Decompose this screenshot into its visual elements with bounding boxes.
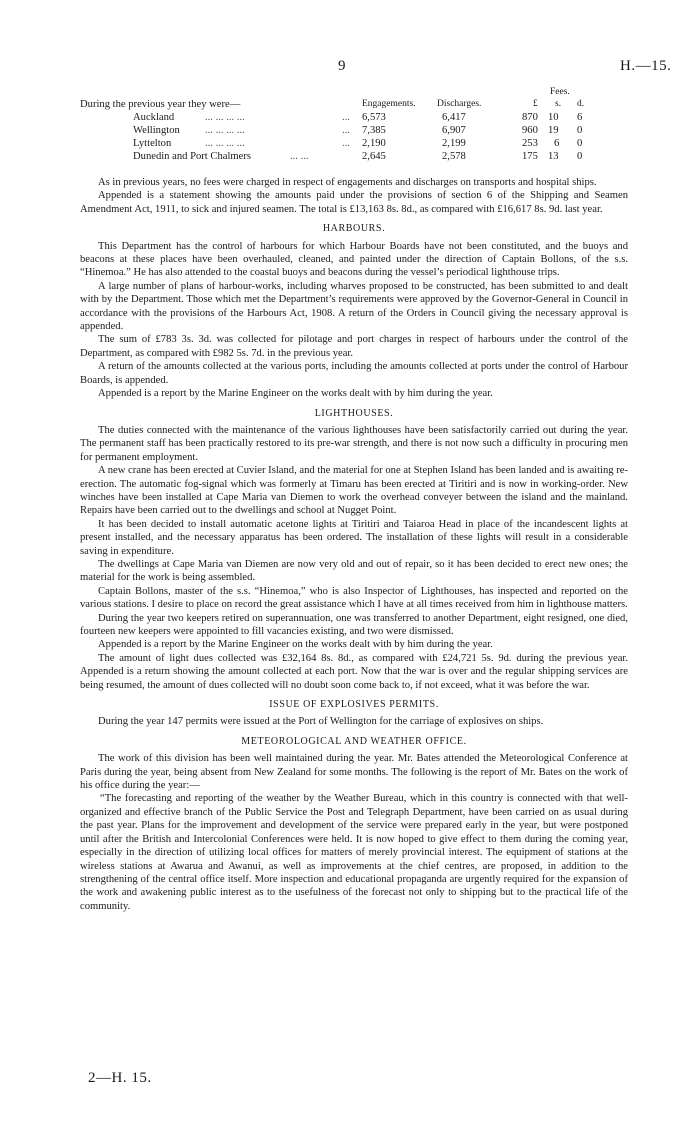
- row-leader-end: ...: [342, 125, 350, 136]
- page-signature: 2—H. 15.: [88, 1070, 152, 1086]
- row-place: Wellington: [133, 125, 180, 136]
- row-leader-dots: ... ... ... ...: [205, 138, 245, 149]
- page-number: 9: [338, 58, 346, 74]
- column-engagements: Engagements.: [362, 99, 416, 109]
- section-heading-lighthouses: LIGHTHOUSES.: [314, 407, 394, 419]
- row-fee-pounds: 175: [522, 151, 538, 162]
- table-intro: During the previous year they were—: [80, 99, 241, 110]
- paragraph-quoted-report: “The forecasting and reporting of the weather by the Weather Bureau, which in this country is connected with that well-organized and effective branch of the Public Service the Post and Telegraph Department, have been carried on as usual during the past year. Plans for the improvement and development of the service were prepared early in the year, but were postponed until after the British and Intercolonial Conferences were held. It is now hoped to give effect to them during the coming year, especially in the direction of utilizing local offices for matters of merely provincial interest. The equipment of stations at the wireless stations at Awarua and Awanui, as well as improvements at the chief centres, are proposed, in addition to the strengthening of the central office itself. More inspection and educational propaganda are urgently required for the expansion of the work and awakening public interest as to the usefulness of the forecast not only to shipping but to the practical life of the community.: [80, 793, 628, 912]
- paragraph: Captain Bollons, master of the s.s. “Hinemoa,” who is also Inspector of Lighthouses, has inspected and reported on the various stations. I desire to place on record the great assistance which I have at all times received from him in lighthouse matters.: [80, 585, 628, 611]
- paragraph: This Department has the control of harbours for which Harbour Boards have not been constituted, and the buoys and beacons at these places have been overhauled, cleaned, and painted under the direction of Captain Bollons, of the s.s. “Hinemoa.” He has also attended to the coastal buoys and beacons during the vessel’s periodical lighthouse trips.: [80, 240, 628, 279]
- paragraph: A large number of plans of harbour-works, including wharves proposed to be constructed, has been submitted to and dealt with by the Department. Those which met the Department’s requirements were approved by the Governor-General in Council in accordance with the provisions of the Harbours Act, 1908. A return of the Orders in Council giving the necessary approval is appended.: [80, 280, 628, 333]
- paragraph: A return of the amounts collected at the various ports, including the amounts collected at ports under the control of Harbour Boards, is appended.: [80, 361, 628, 386]
- row-engagements: 2,190: [362, 138, 386, 149]
- row-discharges: 2,199: [442, 138, 466, 149]
- row-leader-end: ...: [342, 138, 350, 149]
- row-engagements: 2,645: [362, 151, 386, 162]
- fees-unit-pounds: £: [533, 99, 538, 109]
- row-fee-shillings: 19: [548, 125, 559, 136]
- row-fee-shillings: 6: [554, 138, 560, 149]
- row-discharges: 6,907: [442, 125, 466, 136]
- paragraph: As in previous years, no fees were charged in respect of engagements and discharges on transports and hospital ships.: [98, 177, 597, 188]
- row-leader-end: ...: [342, 112, 350, 123]
- row-discharges: 6,417: [442, 112, 466, 123]
- fees-unit-pence: d.: [577, 99, 585, 109]
- column-discharges: Discharges.: [437, 99, 482, 109]
- row-fee-pounds: 960: [522, 125, 538, 136]
- row-discharges: 2,578: [442, 151, 466, 162]
- row-fee-pounds: 253: [522, 138, 538, 149]
- row-engagements: 7,385: [362, 125, 386, 136]
- row-place: Dunedin and Port Chalmers: [133, 151, 251, 162]
- fees-unit-shillings: s.: [555, 99, 562, 109]
- row-fee-pounds: 870: [522, 112, 538, 123]
- row-fee-shillings: 10: [548, 112, 559, 123]
- section-heading-explosives: ISSUE OF EXPLOSIVES PERMITS.: [269, 699, 439, 711]
- paragraph: The duties connected with the maintenance of the various lighthouses have been satisfactorily carried out during the year. The permanent staff has been practically restored to its pre-war strength, and there is not now such a difficulty in procuring men for permanent employment.: [80, 424, 628, 463]
- paragraph: The work of this division has been well maintained during the year. Mr. Bates attended the Meteorological Conference at Paris during the year, being absent from New Zealand for some months. The following is the report of Mr. Bates on the work of his office during the year:—: [80, 753, 628, 792]
- paragraph: Appended is a report by the Marine Engineer on the works dealt with by him during the year.: [98, 639, 493, 651]
- paragraph: The sum of £783 3s. 3d. was collected for pilotage and port charges in respect of harbours under the control of the Department, as compared with £982 5s. 7d. in the previous year.: [80, 334, 628, 359]
- paragraph: During the year two keepers retired on superannuation, one was transferred to another Department, eight resigned, one died, fourteen new keepers were appointed to fill vacancies existing, and two were dismissed.: [80, 612, 628, 637]
- document-body: [80, 86, 628, 913]
- row-fee-shillings: 13: [548, 151, 559, 162]
- paragraph: The amount of light dues collected was £32,164 8s. 8d., as compared with £24,721 5s. 9d. during the previous year. Appended is a return showing the amount collected at each port. Now that the war is over and the regular shipping services are being resumed, the amount of dues collected will no doubt soon come back to, if not exceed, what it was before the war.: [80, 652, 628, 691]
- paragraph: Appended is a report by the Marine Engineer on the works dealt with by him during the year.: [98, 388, 493, 400]
- document-reference: H.—15.: [620, 58, 672, 74]
- section-heading-meteorological: METEOROLOGICAL AND WEATHER OFFICE.: [241, 735, 467, 747]
- paragraph: It has been decided to install automatic acetone lights at Tiritiri and Taiaroa Head in place of the incandescent lights at present installed, and the necessary apparatus has been ordered. The installation of these lights will result in a considerable saving in expenditure.: [80, 518, 628, 557]
- paragraph: During the year 147 permits were issued at the Port of Wellington for the carriage of explosives on ships.: [98, 716, 544, 728]
- row-engagements: 6,573: [362, 112, 386, 123]
- row-fee-pence: 6: [577, 112, 583, 123]
- engagements-table: [80, 86, 628, 176]
- paragraph: A new crane has been erected at Cuvier Island, and the material for one at Stephen Island has been landed and is awaiting re-erection. The automatic fog-signal which was formerly at Timaru has been erected at Tiritiri and is now in working-order. New winches have been installed at Cape Maria van Diemen to work the overhead conveyer between the island and the mainland. Repairs have been carried out to the dwellings and school at Nugget Point.: [80, 465, 628, 517]
- paragraph: Appended is a statement showing the amounts paid under the provisions of section 6 of the Shipping and Seamen Amendment Act, 1911, to sick and injured seamen. The total is £13,163 8s. 8d., as compared with £16,617 8s. 9d. last year.: [80, 190, 628, 215]
- column-fees: Fees.: [550, 87, 570, 97]
- row-leader-dots: ... ... ... ...: [205, 125, 245, 136]
- section-heading-harbours: HARBOURS.: [322, 223, 386, 235]
- row-fee-pence: 0: [577, 125, 583, 136]
- row-leader-dots: ... ...: [290, 151, 309, 162]
- row-place: Auckland: [133, 112, 175, 123]
- row-place: Lyttelton: [133, 138, 172, 149]
- paragraph: The dwellings at Cape Maria van Diemen are now very old and out of repair, so it has been decided to erect new ones; the material for the work is being assembled.: [80, 558, 628, 584]
- row-fee-pence: 0: [577, 138, 583, 149]
- row-fee-pence: 0: [577, 151, 583, 162]
- row-leader-dots: ... ... ... ...: [205, 112, 245, 123]
